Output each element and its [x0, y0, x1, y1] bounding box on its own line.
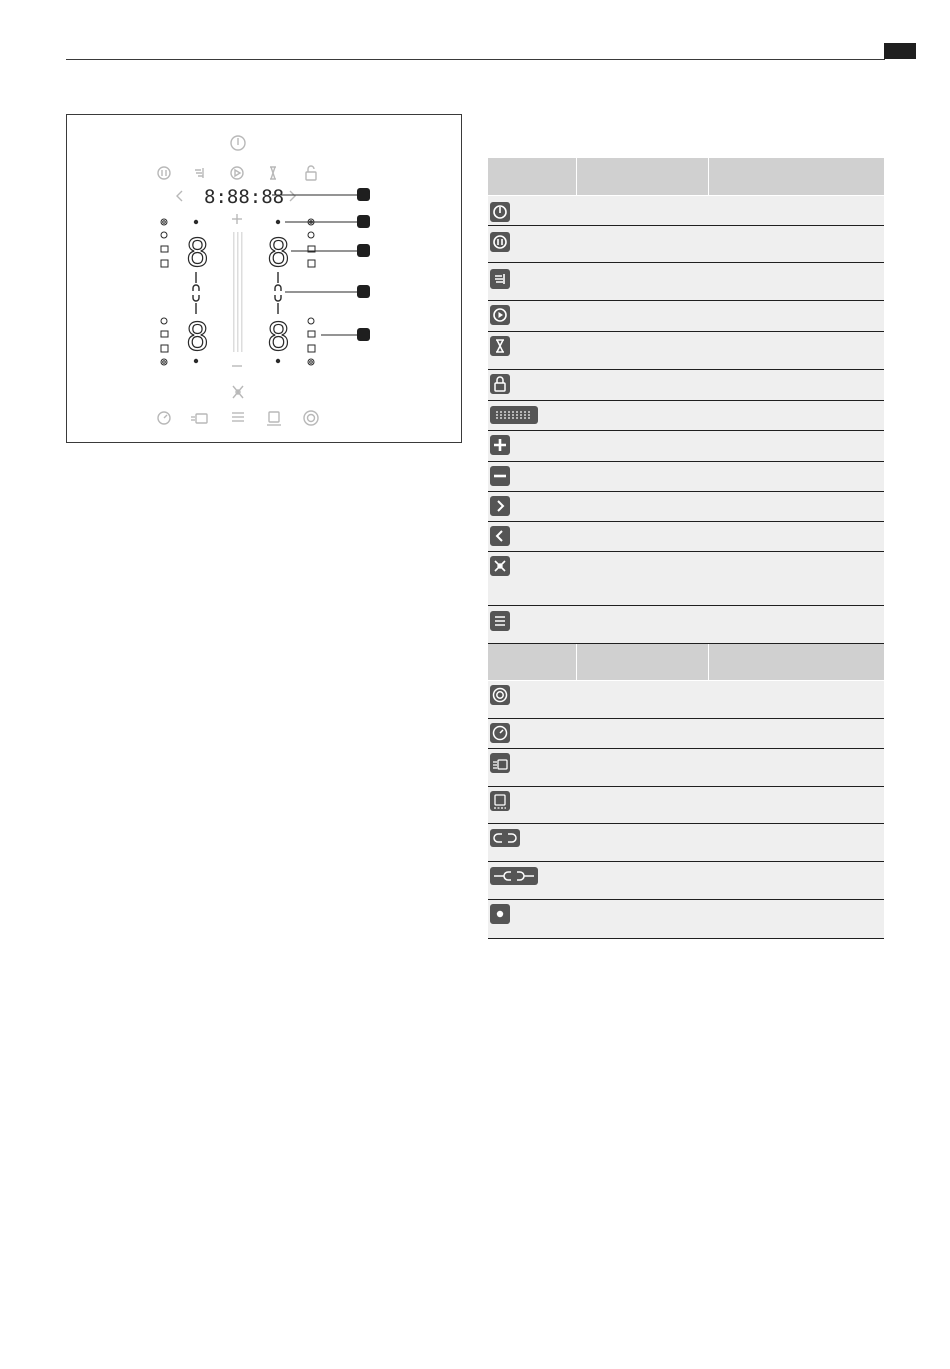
hand-stop-icon [490, 269, 510, 289]
table-row [488, 749, 884, 787]
page-tab [884, 43, 916, 59]
timer-icon [490, 723, 510, 743]
fan-icon [490, 556, 510, 576]
table-row [488, 552, 884, 606]
play-icon [231, 167, 243, 179]
warm-pot-icon [267, 412, 281, 425]
zone-status-icons-right-bottom [308, 318, 315, 365]
plus-icon [232, 214, 242, 224]
callout-marker-5 [357, 328, 370, 341]
slider-track [233, 232, 243, 352]
chevron-right-icon [290, 191, 295, 201]
control-panel-diagram [66, 114, 462, 443]
pause-icon [158, 167, 170, 179]
plus-icon [490, 435, 510, 455]
zone-digit-front-right: 8 [267, 231, 290, 275]
zone-status-icons-right-top [308, 219, 315, 267]
menu-icon [490, 611, 510, 631]
callout-marker-1 [357, 188, 370, 201]
ring-icon [304, 411, 318, 425]
table-row [488, 226, 884, 263]
lock-icon [306, 166, 316, 180]
power-icon [490, 202, 510, 222]
zone-digit-rear-left: 8 [186, 315, 209, 359]
warm-pot-icon [490, 791, 510, 811]
table-row [488, 900, 884, 939]
table-header [488, 158, 884, 196]
minus-icon [490, 466, 510, 486]
pause-icon [490, 232, 510, 252]
callout-marker-2 [357, 215, 370, 228]
hand-stop-icon [195, 168, 203, 178]
chevron-left-icon [177, 191, 182, 201]
hourglass-icon [270, 167, 276, 179]
callout-marker-4 [357, 285, 370, 298]
bridge-left [193, 272, 199, 314]
table-row [488, 431, 884, 462]
table-row [488, 719, 884, 749]
table-header [488, 644, 884, 681]
table-row [488, 492, 884, 522]
table-row [488, 332, 884, 370]
play-icon [490, 305, 510, 325]
zone-digit-rear-right: 8 [267, 315, 290, 359]
symbols-table [488, 158, 884, 939]
dot-icon [490, 904, 510, 924]
slider-icon [490, 406, 538, 424]
power-icon [231, 136, 245, 150]
zone-digit-front-left: 8 [186, 231, 209, 275]
zone-dot [194, 359, 198, 363]
table-row [488, 522, 884, 552]
chevron-right-icon [490, 496, 510, 516]
table-row [488, 301, 884, 332]
ring-icon [490, 685, 510, 705]
auto-pot-icon [490, 753, 510, 773]
zone-dot [276, 220, 280, 224]
fan-icon [233, 386, 243, 398]
table-row [488, 370, 884, 401]
timer-icon [158, 412, 170, 424]
callout-marker-3 [357, 244, 370, 257]
lock-icon [490, 374, 510, 394]
zone-dot [194, 220, 198, 224]
table-row [488, 824, 884, 862]
hourglass-icon [490, 336, 510, 356]
zone-dot [276, 359, 280, 363]
zone-status-icons-left-top [161, 219, 168, 267]
zone-status-icons-left-bottom [161, 318, 168, 365]
bridge-icon [490, 829, 520, 847]
auto-pot-icon [191, 414, 207, 423]
table-row [488, 401, 884, 431]
main-display: 8:88:88 [204, 186, 285, 208]
table-row [488, 787, 884, 824]
bridge-right [275, 272, 281, 314]
table-row [488, 681, 884, 719]
table-row [488, 862, 884, 900]
header-rule [66, 59, 885, 60]
bridge-long-icon [490, 867, 538, 885]
control-panel-svg [67, 115, 463, 444]
menu-icon [232, 413, 244, 421]
chevron-left-icon [490, 526, 510, 546]
table-row [488, 606, 884, 644]
table-row [488, 263, 884, 301]
table-row [488, 462, 884, 492]
table-row [488, 196, 884, 226]
